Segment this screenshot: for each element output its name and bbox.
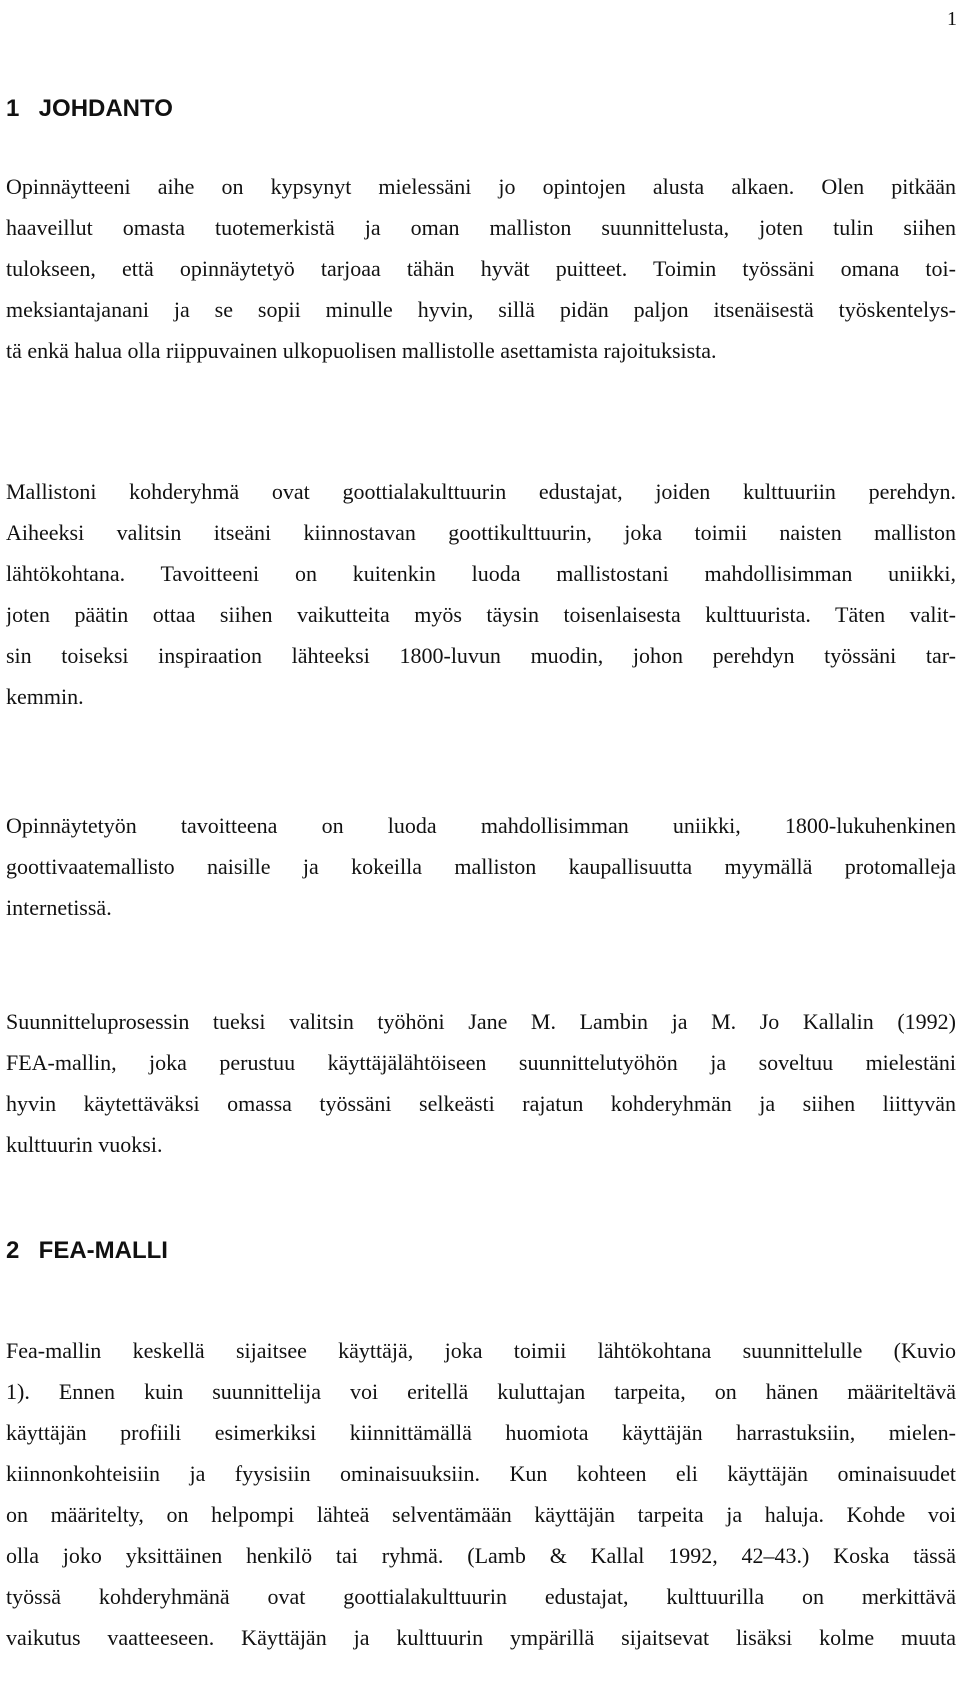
paragraph-intro [6, 166, 956, 371]
section-number: 1 [6, 95, 20, 122]
text-line: 1). Ennen kuin suunnittelija voi eritellä kuluttajan tarpeita, on hänen määriteltävä [6, 1379, 956, 1404]
text-line: internetissä. [6, 895, 112, 920]
section-number: 2 [6, 1237, 20, 1264]
text-line: Suunnitteluprosessin tueksi valitsin työhöni Jane M. Lambin ja M. Jo Kallalin (1992) [6, 1009, 956, 1034]
section-title: JOHDANTO [38, 95, 173, 122]
section-heading-fea-malli [6, 1236, 168, 1266]
section-title: FEA-MALLI [38, 1237, 168, 1264]
text-line: vaikutus vaatteeseen. Käyttäjän ja kulttuurin ympärillä sijaitsevat lisäksi kolme muuta [6, 1625, 956, 1650]
text-line: kemmin. [6, 684, 84, 709]
text-line: goottivaatemallisto naisille ja kokeilla malliston kaupallisuutta myymällä protomalleja [6, 854, 956, 879]
paragraph-fea-model [6, 1330, 956, 1658]
text-line: Opinnäytteeni aihe on kypsynyt mielessäni jo opintojen alusta alkaen. Olen pitkään [6, 174, 956, 199]
paragraph-target-group [6, 471, 956, 717]
text-line: hyvin käytettäväksi omassa työssäni selkeästi rajatun kohderyhmän ja siihen liittyvän [6, 1091, 956, 1116]
text-line: tulokseen, että opinnäytetyö tarjoaa tähän hyvät puitteet. Toimin työssäni omana toi- [6, 256, 956, 281]
text-line: joten päätin ottaa siihen vaikutteita myös täysin toisenlaisesta kulttuurista. Täten valit- [6, 602, 956, 627]
text-line: kulttuurin vuoksi. [6, 1132, 163, 1157]
text-line: olla joko yksittäinen henkilö tai ryhmä. (Lamb & Kallal 1992, 42–43.) Koska tässä [6, 1543, 956, 1568]
text-line: kiinnonkohteisiin ja fyysisiin ominaisuuksiin. Kun kohteen eli käyttäjän ominaisuudet [6, 1461, 956, 1486]
section-heading-johdanto [6, 94, 173, 124]
text-line: sin toiseksi inspiraation lähteeksi 1800-luvun muodin, johon perehdyn työssäni tar- [6, 643, 956, 668]
text-line: Opinnäytetyön tavoitteena on luoda mahdollisimman uniikki, 1800-lukuhenkinen [6, 813, 956, 838]
text-line: työssä kohderyhmänä ovat goottialakulttuurin edustajat, kulttuurilla on merkittävä [6, 1584, 956, 1609]
text-line: tä enkä halua olla riippuvainen ulkopuolisen mallistolle asettamista rajoituksista. [6, 338, 717, 363]
text-line: käyttäjän profiili esimerkiksi kiinnittämällä huomiota käyttäjän harrastuksiin, mielen- [6, 1420, 956, 1445]
paragraph-method [6, 1001, 956, 1165]
text-line: lähtökohtana. Tavoitteeni on kuitenkin luoda mallistostani mahdollisimman uniikki, [6, 561, 956, 586]
paragraph-goal [6, 805, 956, 928]
text-line: haaveillut omasta tuotemerkistä ja oman malliston suunnittelusta, joten tulin siihen [6, 215, 956, 240]
text-line: Aiheeksi valitsin itseäni kiinnostavan goottikulttuurin, joka toimii naisten malliston [6, 520, 956, 545]
page-number: 1 [947, 8, 957, 30]
text-line: Mallistoni kohderyhmä ovat goottialakulttuurin edustajat, joiden kulttuuriin perehdyn. [6, 479, 956, 504]
text-line: FEA-mallin, joka perustuu käyttäjälähtöiseen suunnittelutyöhön ja soveltuu mielestäni [6, 1050, 956, 1075]
text-line: meksiantajanani ja se sopii minulle hyvin, sillä pidän paljon itsenäisestä työskentelys- [6, 297, 956, 322]
text-line: Fea-mallin keskellä sijaitsee käyttäjä, joka toimii lähtökohtana suunnittelulle (Kuvio [6, 1338, 956, 1363]
text-line: on määritelty, on helpompi lähteä selventämään käyttäjän tarpeita ja haluja. Kohde voi [6, 1502, 956, 1527]
